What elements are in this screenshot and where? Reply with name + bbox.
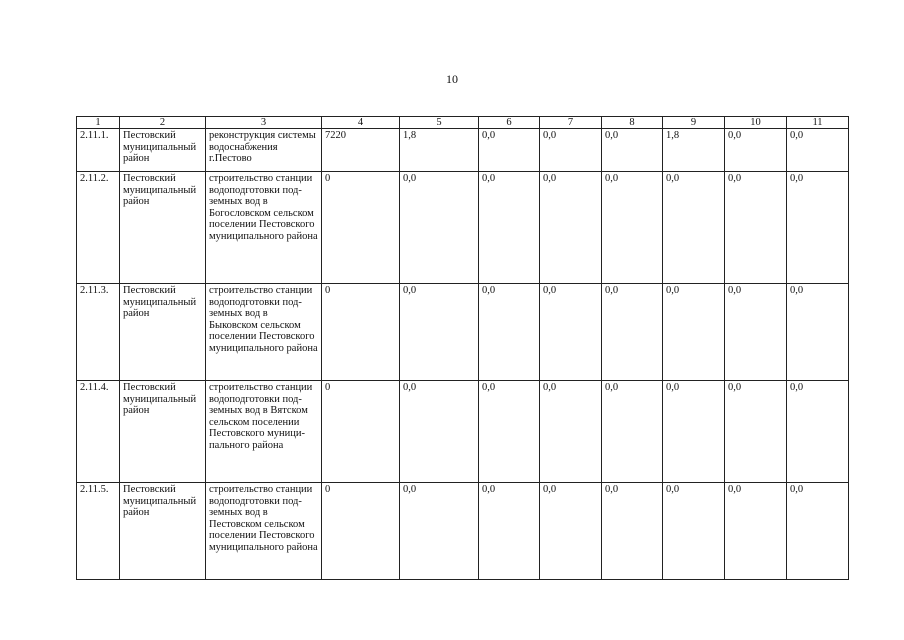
row-value: 0,0 <box>725 172 787 284</box>
column-header: 4 <box>322 117 400 129</box>
row-district: Пестовский муниципальный район <box>120 129 206 172</box>
row-value: 0,0 <box>479 129 540 172</box>
column-header: 8 <box>602 117 663 129</box>
row-value: 0 <box>322 381 400 483</box>
row-value: 0,0 <box>602 129 663 172</box>
row-value: 0,0 <box>725 483 787 580</box>
row-activity: строительство станции водоподготовки подземных вод в Пестовском сельском поселении Пестовского муниципального района <box>206 483 322 580</box>
row-value: 0,0 <box>602 172 663 284</box>
header-row <box>77 117 849 129</box>
row-value: 0,0 <box>602 483 663 580</box>
row-value: 0 <box>322 483 400 580</box>
row-value: 1,8 <box>400 129 479 172</box>
row-code: 2.11.3. <box>77 284 120 381</box>
row-district: Пестовский муниципальный район <box>120 172 206 284</box>
row-value: 0,0 <box>602 284 663 381</box>
row-value: 0,0 <box>787 129 849 172</box>
row-value: 7220 <box>322 129 400 172</box>
row-value: 0,0 <box>540 129 602 172</box>
table-row <box>77 172 849 284</box>
column-header: 1 <box>77 117 120 129</box>
row-value: 1,8 <box>663 129 725 172</box>
table-row <box>77 284 849 381</box>
row-value: 0,0 <box>663 483 725 580</box>
row-value: 0,0 <box>663 381 725 483</box>
row-district: Пестовский муниципальный район <box>120 284 206 381</box>
row-district: Пестовский муниципальный район <box>120 483 206 580</box>
column-header: 5 <box>400 117 479 129</box>
row-value: 0,0 <box>540 172 602 284</box>
row-value: 0,0 <box>540 284 602 381</box>
column-header: 9 <box>663 117 725 129</box>
data-table <box>76 116 849 580</box>
row-value: 0,0 <box>725 129 787 172</box>
row-activity: строительство станции водоподготовки подземных вод в Вятском сельском поселении Пестовского муниципального района <box>206 381 322 483</box>
row-value: 0,0 <box>540 381 602 483</box>
page-number: 10 <box>446 72 458 86</box>
row-value: 0,0 <box>400 284 479 381</box>
row-activity: строительство станции водоподготовки подземных вод в Быковском сельском поселении Пестовского муниципального района <box>206 284 322 381</box>
table-row <box>77 129 849 172</box>
row-value: 0,0 <box>787 483 849 580</box>
column-header: 10 <box>725 117 787 129</box>
row-value: 0,0 <box>663 172 725 284</box>
row-activity: строительство станции водоподготовки подземных вод в Богословском сельском поселении Пестовского муниципального района <box>206 172 322 284</box>
row-value: 0 <box>322 172 400 284</box>
row-value: 0,0 <box>787 284 849 381</box>
row-value: 0,0 <box>479 483 540 580</box>
row-value: 0,0 <box>400 172 479 284</box>
column-header: 6 <box>479 117 540 129</box>
column-header: 7 <box>540 117 602 129</box>
row-value: 0,0 <box>725 284 787 381</box>
row-code: 2.11.1. <box>77 129 120 172</box>
row-value: 0,0 <box>663 284 725 381</box>
row-value: 0,0 <box>602 381 663 483</box>
row-value: 0,0 <box>400 483 479 580</box>
column-header: 2 <box>120 117 206 129</box>
row-code: 2.11.2. <box>77 172 120 284</box>
row-value: 0,0 <box>479 172 540 284</box>
table-row <box>77 381 849 483</box>
row-activity: реконструкция системы водоснабжения г.Пестово <box>206 129 322 172</box>
table-row <box>77 483 849 580</box>
column-header: 3 <box>206 117 322 129</box>
row-value: 0,0 <box>725 381 787 483</box>
column-header: 11 <box>787 117 849 129</box>
row-value: 0,0 <box>400 381 479 483</box>
row-value: 0,0 <box>787 381 849 483</box>
row-code: 2.11.4. <box>77 381 120 483</box>
row-value: 0,0 <box>479 381 540 483</box>
row-value: 0,0 <box>479 284 540 381</box>
row-code: 2.11.5. <box>77 483 120 580</box>
row-district: Пестовский муниципальный район <box>120 381 206 483</box>
row-value: 0,0 <box>787 172 849 284</box>
row-value: 0 <box>322 284 400 381</box>
row-value: 0,0 <box>540 483 602 580</box>
